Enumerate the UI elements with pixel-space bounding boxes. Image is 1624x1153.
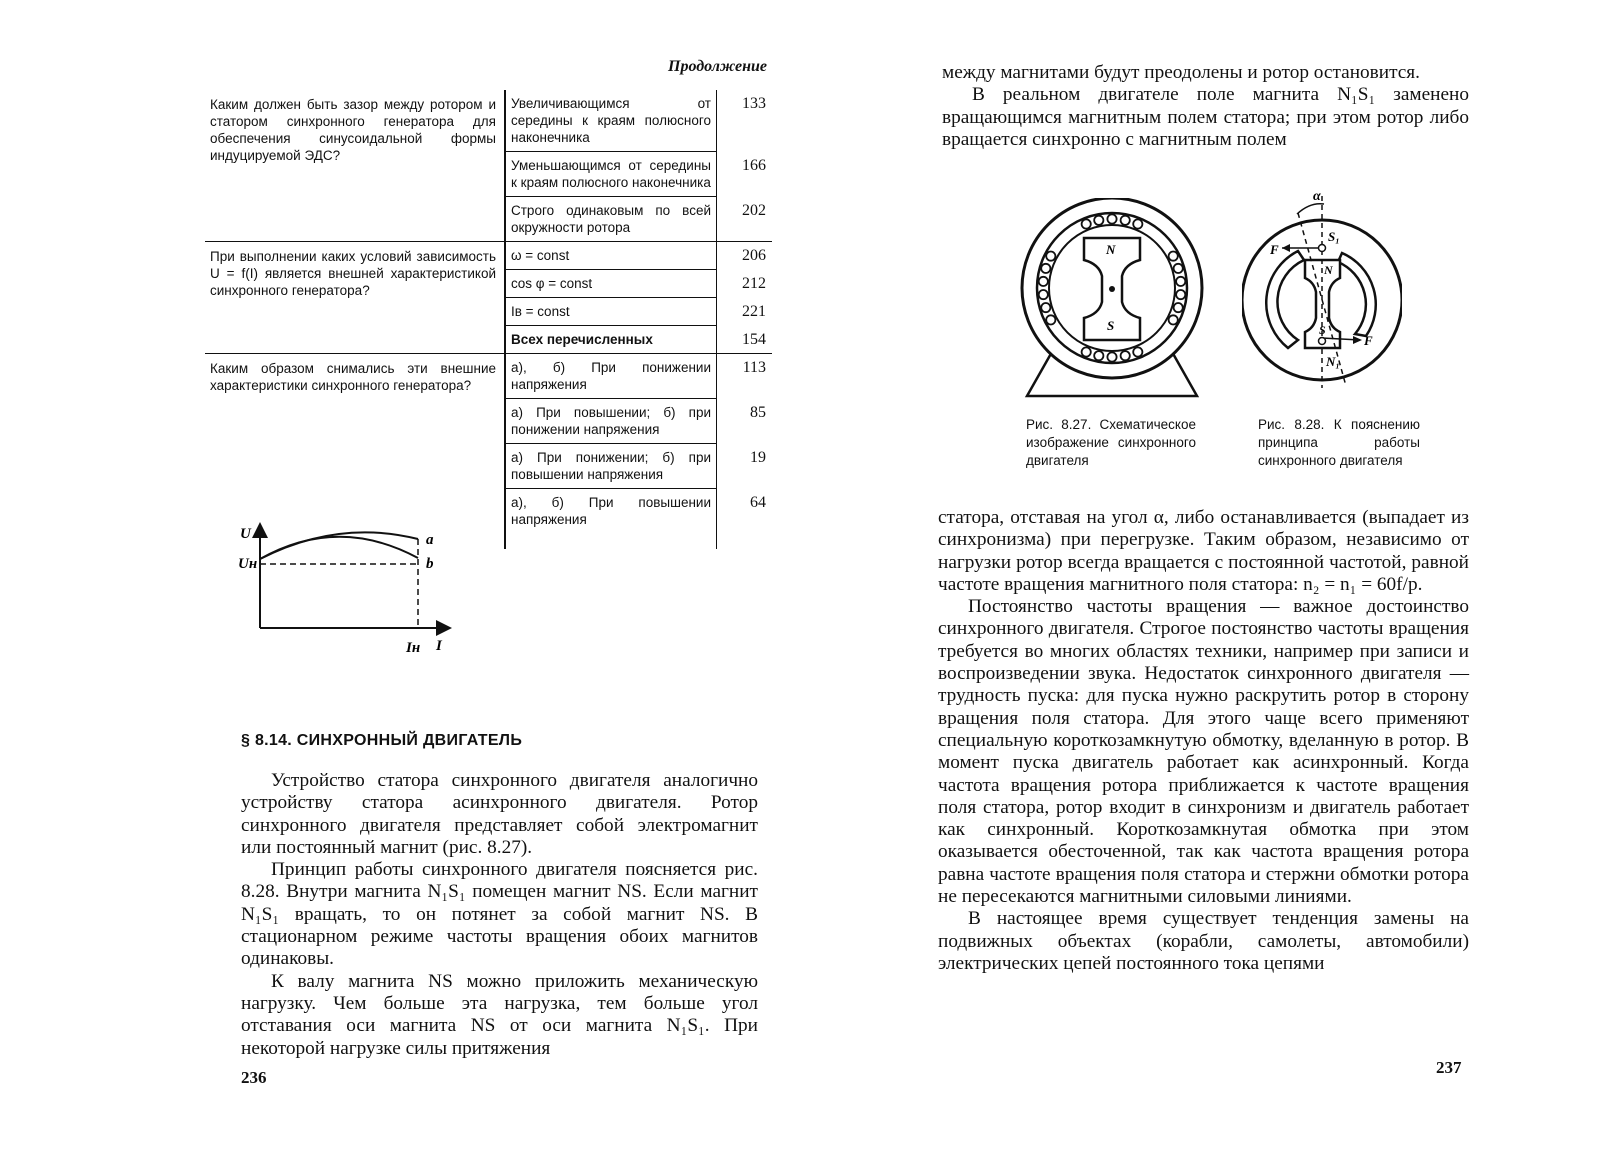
answer-cell: Всех перечисленных <box>505 326 717 354</box>
angle-alpha-label: α <box>1313 189 1321 204</box>
answer-code: 113 <box>742 359 766 376</box>
stator-slot <box>1041 264 1050 273</box>
answer-cell: cos φ = const <box>505 270 717 298</box>
paragraph: В реальном двигателе поле магнита N₁S₁ заменено вращающимся магнитным полем статора; при этом ротор либо вращается синхронно с магнитным полем <box>942 84 1469 150</box>
stator-slot <box>1133 347 1142 356</box>
answer-code: 85 <box>750 403 766 421</box>
paragraph: К валу магнита NS можно приложить механическую нагрузку. Чем больше эта нагрузка, тем больше угол отставания оси магнита NS от оси магнита N₁S₁. При некоторой нагрузке силы притяжения <box>241 970 758 1059</box>
magnet-n1-pole <box>1338 253 1376 336</box>
stator-slot <box>1174 264 1183 273</box>
stator-slot <box>1107 214 1116 223</box>
pole-n-label: N <box>1106 242 1116 257</box>
stator-slot <box>1169 315 1178 324</box>
answer-code: 212 <box>742 274 766 292</box>
curve-a-label: a <box>426 532 434 548</box>
answer-code: 166 <box>742 156 766 174</box>
stator-slot <box>1039 277 1048 286</box>
answer-cell: а) При понижении; б) при повышении напряжения <box>505 444 717 489</box>
continued-label: Продолжение <box>668 58 767 75</box>
question-cell <box>205 242 505 354</box>
right-top-text <box>942 62 1469 151</box>
paragraph: Постоянство частоты вращения — важное достоинство синхронного двигателя. Строгое постоянство частоты вращения требуется во многих областях техники, например при записи и воспроизведении звука. Недостаток синхронного двигателя — трудность пуска: для пуска нужно раскрутить ротор в сторону вращения поля статора. Для этого чаще всего применяют специальную короткозамкнутую обмотку, вделанную в ротор. В момент пуска двигатель работает как асинхронный. Когда частота вращения ротора приближается к частоте вращения поля статора, ротор входит в синхронизм и двигатель работает как синхронный. Короткозамкнутая обмотка при этом оказывается обесточенной, так как частота вращения ротора равна частоте вращения поля статора и стержни обмотки ротора не пересекаются магнитными силовыми линиями. <box>938 596 1469 908</box>
answer-code: 202 <box>717 197 773 242</box>
question-cell: Каким должен быть зазор между ротором и статором синхронного генератора для обеспечения синусоидальной формы индуцируемой ЭДС? <box>205 90 505 242</box>
stator-slot <box>1082 347 1091 356</box>
s1-point <box>1319 245 1326 252</box>
answer-code: 206 <box>742 247 766 264</box>
stator-slot <box>1082 219 1091 228</box>
y-tick-label: Uн <box>238 556 258 572</box>
n-label: N <box>1324 263 1333 277</box>
page-number: 236 <box>241 1068 267 1087</box>
qa-table <box>205 90 772 549</box>
stator-slot <box>1041 303 1050 312</box>
answer-code: 154 <box>717 326 773 354</box>
x-axis-label: I <box>436 638 442 654</box>
right-page <box>812 0 1624 1153</box>
table-row <box>205 90 772 152</box>
s-label: S <box>1319 323 1326 337</box>
stator-slot <box>1133 219 1142 228</box>
answer-cell: ω = const <box>505 242 717 270</box>
answer-cell: а), б) При повышении напряжения <box>505 489 717 550</box>
stator-slot <box>1094 351 1103 360</box>
answer-cell: Уменьшающимся от середины к краям полюсного наконечника <box>505 152 717 197</box>
curve-b <box>260 537 418 559</box>
answer-cell: а), б) При понижении напряжения <box>505 354 717 399</box>
stator-slot <box>1107 352 1116 361</box>
paragraph: В настоящее время существует тенденция замены на подвижных объектах (корабли, самолеты, автомобили) электрических цепей постоянного тока цепями <box>938 908 1469 974</box>
figure-8-27 <box>1007 198 1217 403</box>
force-arrowhead-top <box>1282 244 1290 252</box>
answer-code: 64 <box>750 493 766 511</box>
n1-label: N₁ <box>1326 354 1340 369</box>
paragraph: Устройство статора синхронного двигателя аналогично устройству статора асинхронного двигателя. Ротор синхронного двигателя представляет собой электромагнит или постоянный магнит (рис. 8.27). <box>241 770 758 858</box>
question-text: Каким образом снимались эти внешние характеристики синхронного генератора? <box>210 361 496 393</box>
section-title: § 8.14. СИНХРОННЫЙ ДВИГАТЕЛЬ <box>241 732 523 749</box>
characteristic-graph <box>238 518 468 668</box>
stator-slot <box>1121 351 1130 360</box>
figure-8-27-caption: Рис. 8.27. Схематическое изображение синхронного двигателя <box>1026 417 1196 468</box>
answer-cell: Строго одинаковым по всей окружности ротора <box>505 197 717 242</box>
page-number: 237 <box>1436 1058 1462 1077</box>
table-row <box>205 242 772 270</box>
stator-slot <box>1174 303 1183 312</box>
pole-s-label: S <box>1107 318 1115 333</box>
curve-b-label: b <box>426 556 434 572</box>
characteristic-graph-svg <box>238 518 468 668</box>
paragraph: Принцип работы синхронного двигателя поясняется рис. 8.28. Внутри магнита N₁S₁ помещен магнит NS. Если магнит N₁S₁ вращать, то он потянет за собой магнит NS. В стационарном режиме частоты вращения обоих магнитов одинаковы. <box>241 859 758 970</box>
table-row <box>205 354 772 399</box>
rotor-shaft <box>1109 286 1115 292</box>
stator-slot <box>1176 277 1185 286</box>
principle-diagram-svg <box>1242 188 1402 403</box>
answer-cell: Iв = const <box>505 298 717 326</box>
left-body-text <box>241 770 758 1060</box>
force-label-bottom: F <box>1364 333 1373 348</box>
answer-cell: Увеличивающимся от середины к краям полюсного наконечника <box>505 90 717 152</box>
stator-slot <box>1039 290 1048 299</box>
force-arrowhead-bottom <box>1353 336 1362 344</box>
stator-slot <box>1094 216 1103 225</box>
answer-code: 133 <box>742 95 766 112</box>
magnet-s1-pole <box>1266 251 1304 348</box>
paragraph: статора, отставая на угол α, либо останавливается (выпадает из синхронизма) при перегрузке. Таким образом, независимо от нагрузки ротор всегда вращается с постоянной частотой, равной частоте вращения магнитного поля статора: n₂ = n₁ = 60f/p. <box>938 507 1469 595</box>
right-body-text <box>938 507 1469 975</box>
x-tick-label: Iн <box>406 640 421 656</box>
stator-slot <box>1046 252 1055 261</box>
s1-label: S₁ <box>1328 229 1340 244</box>
stator-slot <box>1176 290 1185 299</box>
figure-8-28 <box>1242 188 1402 403</box>
angle-arc <box>1297 204 1324 214</box>
y-axis-label: U <box>240 526 251 542</box>
stator-slot <box>1121 216 1130 225</box>
question-text: При выполнении каких условий зависимость U = f(I) является внешней характеристикой синхронного генератора? <box>210 249 496 298</box>
force-label-top: F <box>1270 242 1279 257</box>
stator-slot <box>1169 252 1178 261</box>
figure-8-28-caption: Рис. 8.28. К пояснению принципа работы синхронного двигателя <box>1258 417 1420 468</box>
answer-code: 221 <box>742 302 766 320</box>
stator-slot <box>1046 315 1055 324</box>
answer-code: 19 <box>750 448 766 466</box>
n1-point <box>1319 338 1326 345</box>
answer-cell: а) При повышении; б) при понижении напряжения <box>505 399 717 444</box>
paragraph: между магнитами будут преодолены и ротор остановится. <box>942 62 1420 83</box>
motor-schematic-svg <box>1007 198 1217 403</box>
